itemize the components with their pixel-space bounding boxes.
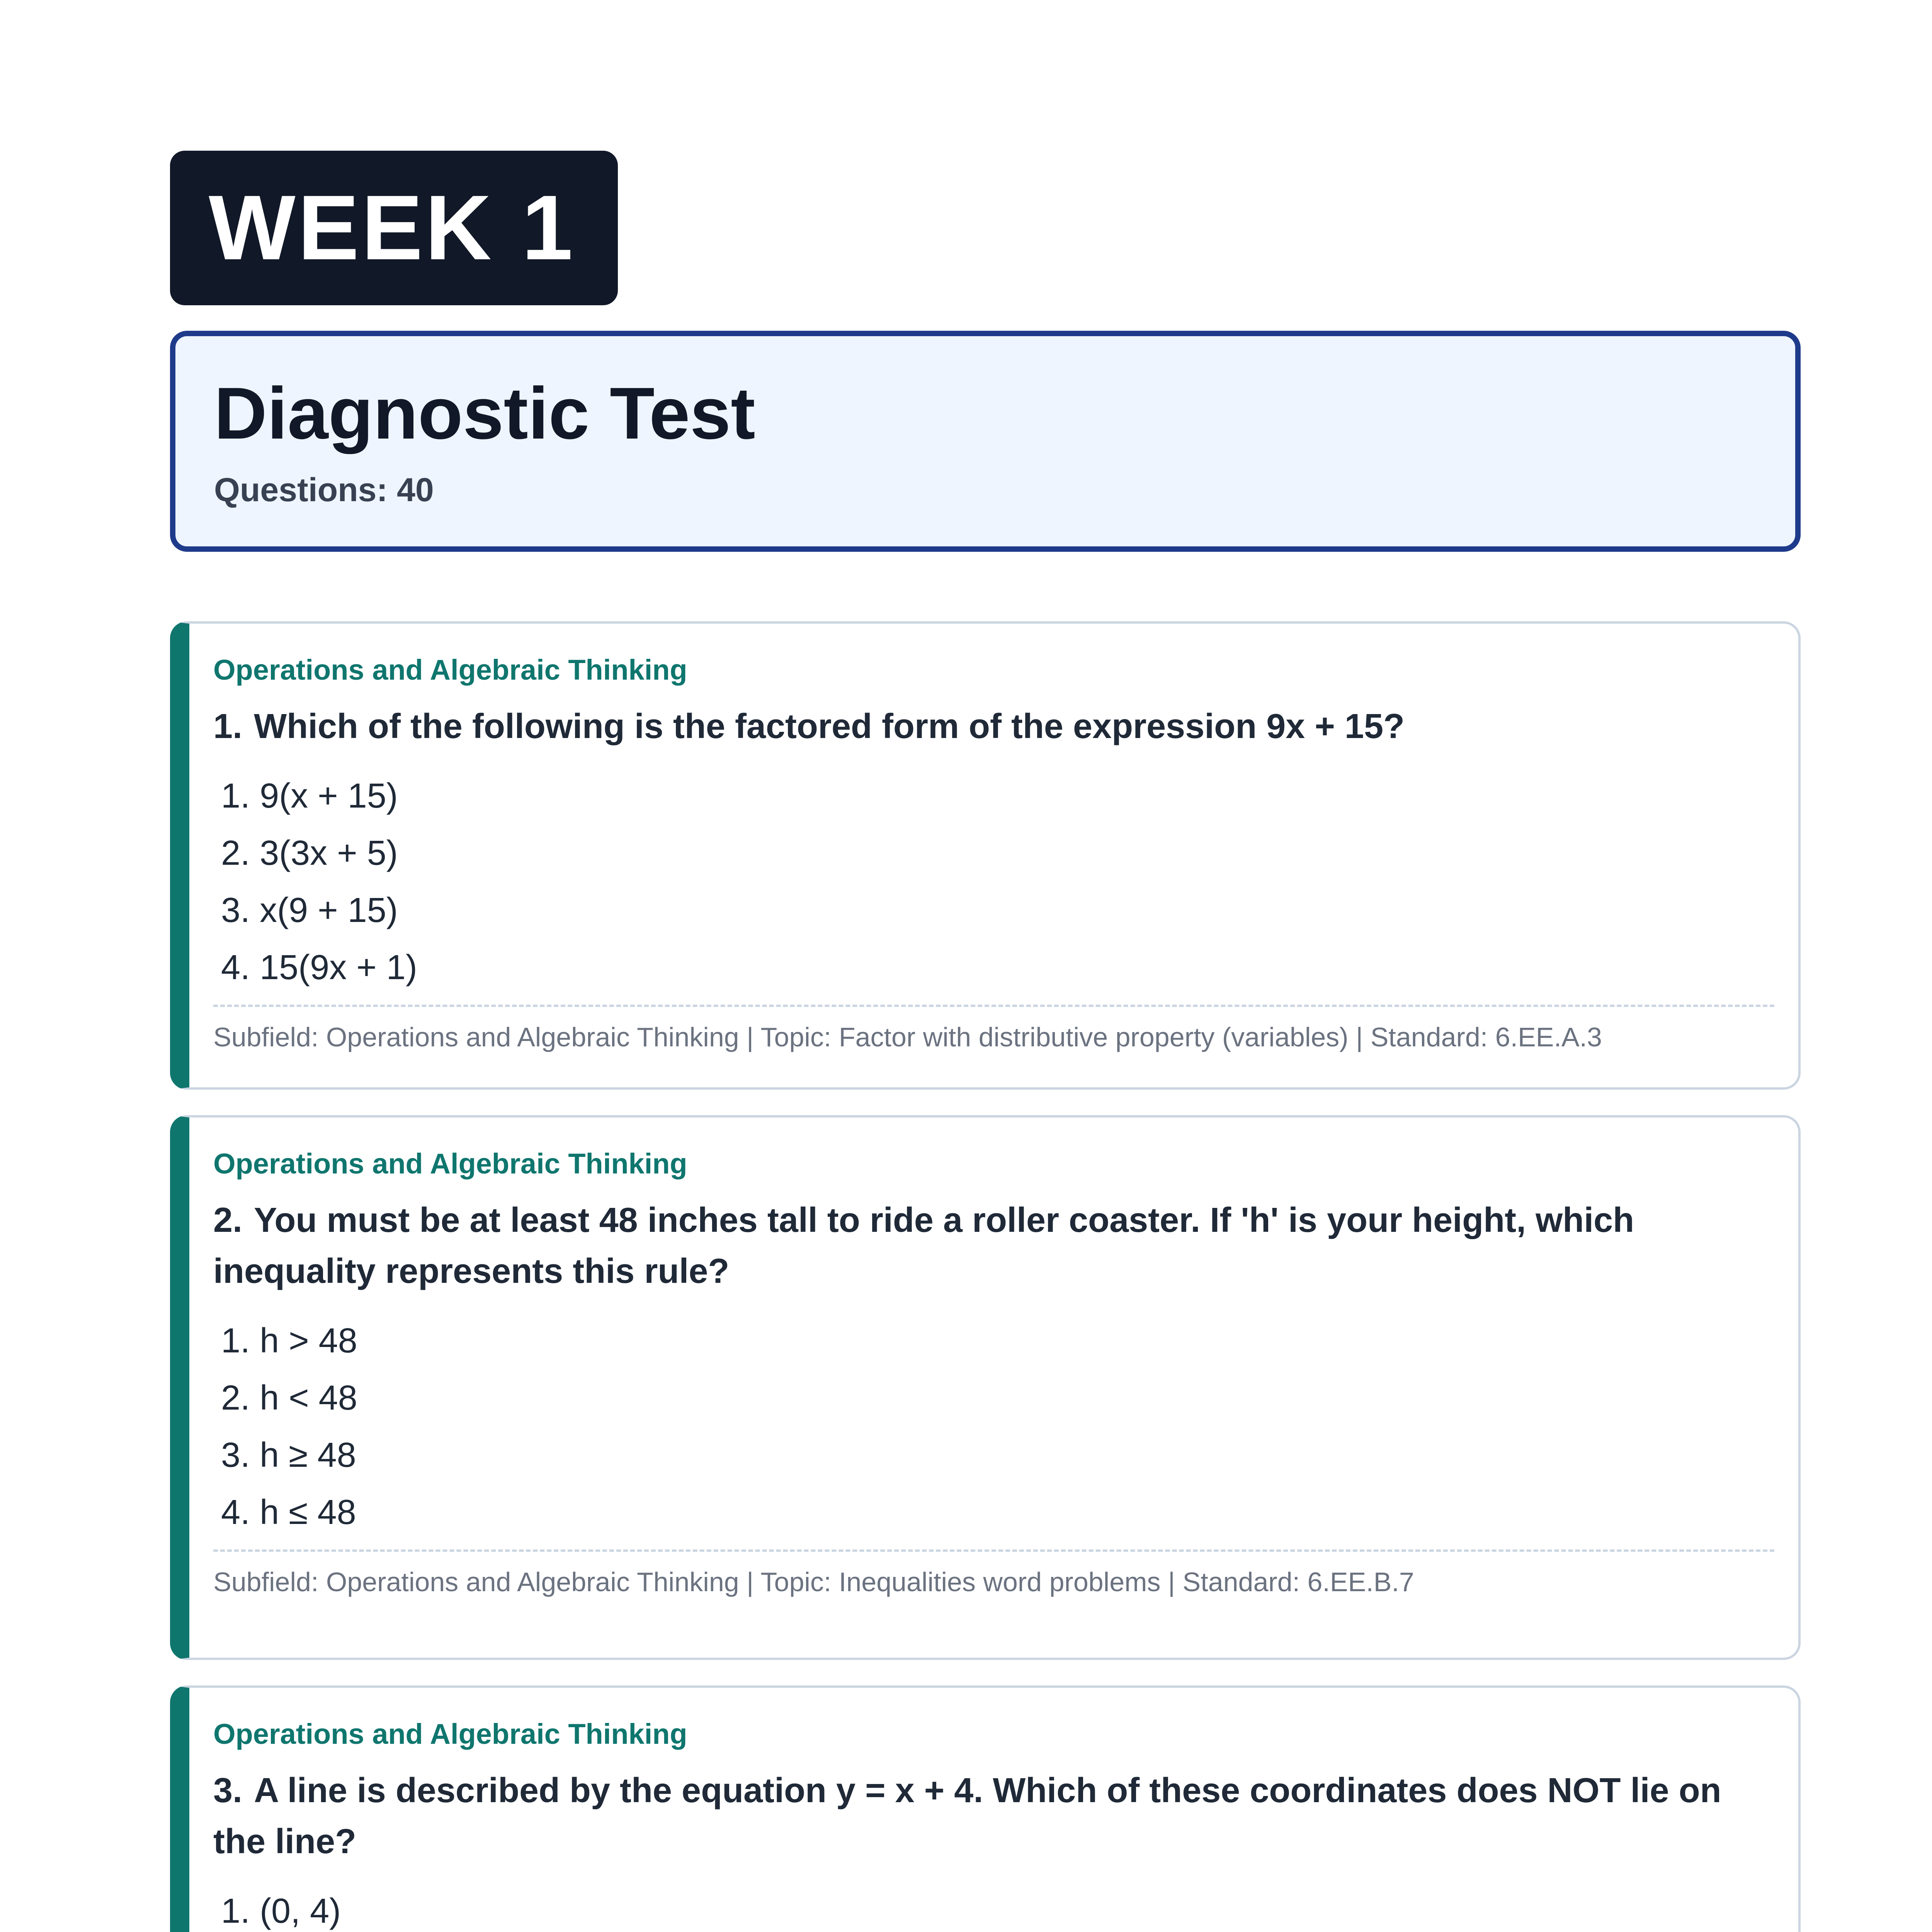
question-card-1 (170, 621, 1801, 1090)
answer-option[interactable]: 1. h > 48 (221, 1321, 357, 1360)
answer-options (213, 1883, 1774, 1932)
answer-options (213, 767, 1774, 996)
answer-option[interactable]: 3. x(9 + 15) (221, 891, 398, 930)
answer-option[interactable]: 2. h < 48 (221, 1379, 357, 1417)
answer-option[interactable]: 4. 15(9x + 1) (221, 948, 417, 987)
question-subfield: Operations and Algebraic Thinking (213, 1718, 687, 1750)
answer-option[interactable]: 3. h ≥ 48 (221, 1436, 356, 1475)
question-number: 1. (213, 707, 243, 746)
answer-options (213, 1312, 1774, 1541)
divider (213, 1005, 1774, 1007)
answer-option[interactable]: 4. h ≤ 48 (221, 1493, 356, 1532)
answer-option[interactable]: 2. 3(3x + 5) (221, 834, 398, 872)
page-title: Diagnostic Test (214, 372, 755, 454)
divider (213, 1549, 1774, 1552)
worksheet-page (170, 151, 1801, 1932)
question-meta: Subfield: Operations and Algebraic Thinking | Topic: Factor with distributive property (variables) | Standard: 6.EE.A.3 (213, 1022, 1602, 1052)
question-card-3 (170, 1685, 1801, 1932)
question-subfield: Operations and Algebraic Thinking (213, 654, 687, 686)
question-prompt: You must be at least 48 inches tall to ride a roller coaster. If 'h' is your height, which inequality represents this rule? (213, 1201, 1634, 1291)
question-prompt: A line is described by the equation y = x + 4. Which of these coordinates does NOT lie on the line? (213, 1771, 1721, 1861)
question-prompt: Which of the following is the factored form of the expression 9x + 15? (254, 707, 1405, 746)
question-text (213, 1195, 1774, 1297)
week-badge: WEEK 1 (170, 151, 618, 305)
question-text (213, 1765, 1774, 1867)
question-text (213, 701, 1774, 752)
question-count: Questions: 40 (214, 471, 434, 509)
question-number: 2. (213, 1201, 243, 1240)
question-number: 3. (213, 1771, 243, 1810)
question-meta: Subfield: Operations and Algebraic Thinking | Topic: Inequalities word problems | Standard: 6.EE.B.7 (213, 1567, 1414, 1597)
test-header (170, 331, 1801, 552)
answer-option[interactable]: 1. (0, 4) (221, 1892, 341, 1930)
question-card-2 (170, 1115, 1801, 1660)
answer-option[interactable]: 1. 9(x + 15) (221, 777, 398, 815)
question-subfield: Operations and Algebraic Thinking (213, 1148, 687, 1180)
